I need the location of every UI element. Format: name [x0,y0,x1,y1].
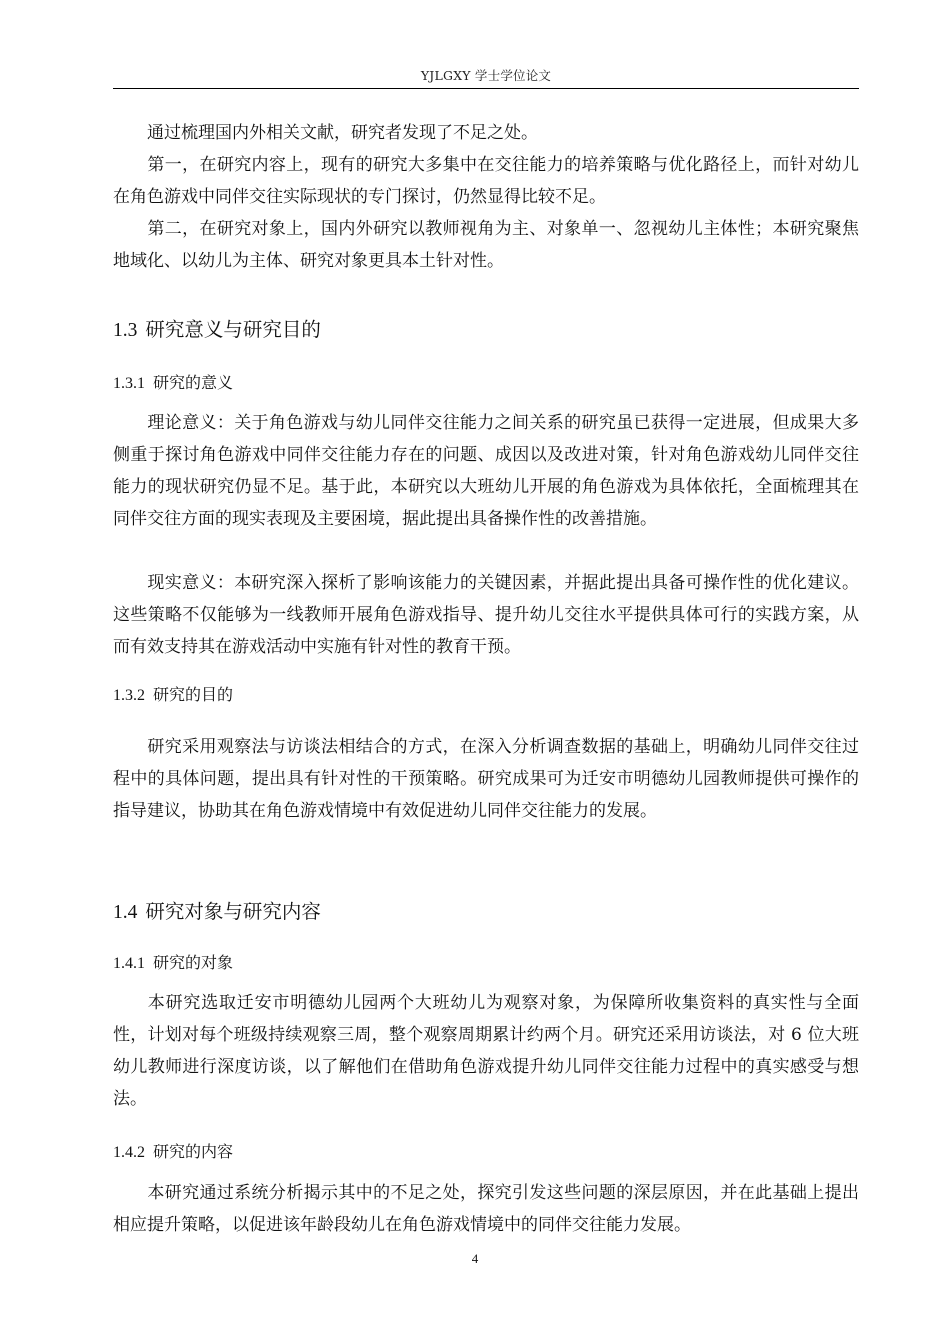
paragraph: 现实意义：本研究深入探析了影响该能力的关键因素，并据此提出具备可操作性的优化建议。这些策略不仅能够为一线教师开展角色游戏指导、提升幼儿交往水平提供具体可行的实践方案，从而有效支持其在游戏活动中实施有针对性的教育干预。 [113,573,859,657]
paragraph: 本研究通过系统分析揭示其中的不足之处，探究引发这些问题的深层原因，并在此基础上提出相应提升策略，以促进该年龄段幼儿在角色游戏情境中的同伴交往能力发展。 [113,1183,859,1235]
paragraph: 理论意义：关于角色游戏与幼儿同伴交往能力之间关系的研究虽已获得一定进展，但成果大多侧重于探讨角色游戏中同伴交往能力存在的问题、成因以及改进对策，针对角色游戏幼儿同伴交往能力的现状研究仍显不足。基于此，本研究以大班幼儿开展的角色游戏为具体依托，全面梳理其在同伴交往方面的现实表现及主要困境，据此提出具备操作性的改善措施。 [113,413,859,529]
page-number: 4 [471,1251,479,1266]
header-rule [113,88,859,89]
paragraph: 通过梳理国内外相关文献，研究者发现了不足之处。 [147,123,538,143]
subsection-heading: 1.4.2 研究的内容 [113,1142,234,1161]
section-heading: 1.3 研究意义与研究目的 [113,318,321,341]
paragraph: 本研究选取迁安市明德幼儿园两个大班幼儿为观察对象，为保障所收集资料的真实性与全面性，计划对每个班级持续观察三周，整个观察周期累计约两个月。研究还采用访谈法，对 6 位大班幼儿教师进行深度访谈，以了解他们在借助角色游戏提升幼儿同伴交往能力过程中的真实感受与想法。 [113,993,859,1109]
subsection-heading: 1.3.1 研究的意义 [113,373,234,392]
paragraph: 研究采用观察法与访谈法相结合的方式，在深入分析调查数据的基础上，明确幼儿同伴交往过程中的具体问题，提出具有针对性的干预策略。研究成果可为迁安市明德幼儿园教师提供可操作的指导建议，协助其在角色游戏情境中有效促进幼儿同伴交往能力的发展。 [113,737,859,821]
running-header: YJLGXY 学士学位论文 [420,68,552,83]
paragraph: 第一，在研究内容上，现有的研究大多集中在交往能力的培养策略与优化路径上，而针对幼儿在角色游戏中同伴交往实际现状的专门探讨，仍然显得比较不足。 [113,155,859,207]
section-heading: 1.4 研究对象与研究内容 [113,900,321,923]
paragraph: 第二，在研究对象上，国内外研究以教师视角为主、对象单一、忽视幼儿主体性；本研究聚焦地域化、以幼儿为主体、研究对象更具本土针对性。 [113,219,859,271]
subsection-heading: 1.3.2 研究的目的 [113,685,234,704]
subsection-heading: 1.4.1 研究的对象 [113,953,234,972]
